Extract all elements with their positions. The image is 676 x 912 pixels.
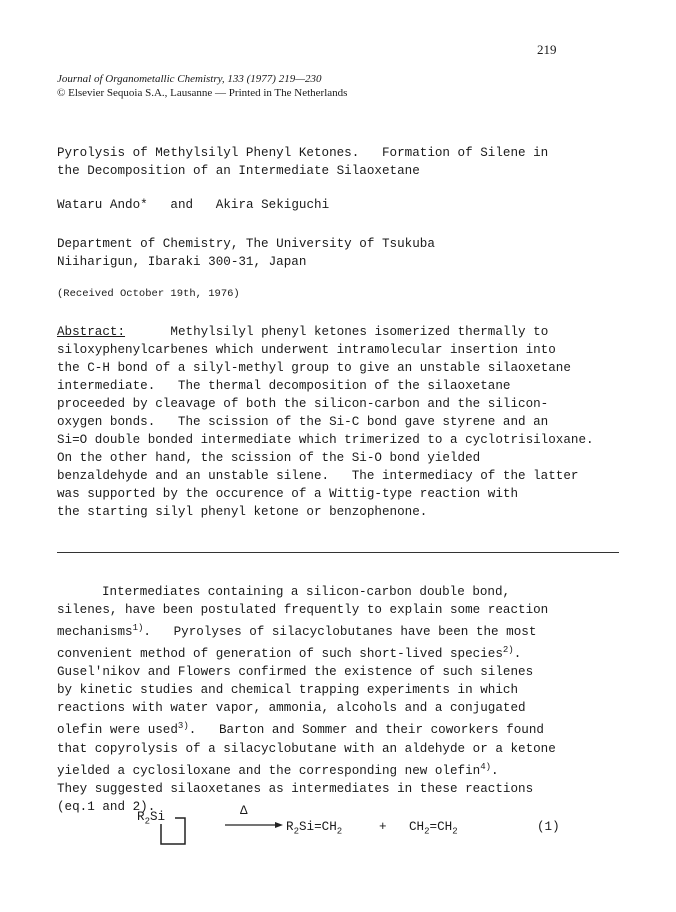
- body-line: [57, 758, 556, 780]
- author-separator: and: [170, 198, 194, 212]
- title-line-1: Pyrolysis of Methylsilyl Phenyl Ketones. Formation of Silene in: [57, 146, 549, 160]
- reactant-r: R: [137, 810, 145, 824]
- body-line: Gusel'nikov and Flowers confirmed the existence of such silenes: [57, 665, 534, 680]
- title-line-2: the Decomposition of an Intermediate Silaoxetane: [57, 164, 420, 178]
- abstract-line: proceeded by cleavage of both the silicon-carbon and the silicon-: [57, 397, 549, 411]
- body-line: Intermediates containing a silicon-carbon double bond,: [102, 585, 511, 599]
- abstract-line: oxygen bonds. The scission of the Si-C bond gave styrene and an: [57, 415, 549, 429]
- equation-number: (1): [537, 820, 560, 834]
- product-silene: [286, 820, 342, 837]
- paper-title: [57, 144, 548, 180]
- body-line: [57, 619, 556, 641]
- product-ethylene: [409, 820, 458, 837]
- abstract-line: was supported by the occurence of a Wittig-type reaction with: [57, 487, 519, 501]
- product1-rest: Si=CH: [298, 820, 337, 834]
- body-line: silenes, have been postulated frequently to explain some reaction: [57, 603, 549, 617]
- body-line: by kinetic studies and chemical trapping experiments in which: [57, 683, 519, 698]
- copyright-notice: © Elsevier Sequoia S.A., Lausanne — Printed in The Netherlands: [57, 87, 348, 99]
- product1-subscript: 2: [293, 826, 299, 837]
- affiliation: [57, 235, 435, 271]
- abstract-label: Abstract:: [57, 325, 126, 339]
- body-text-span: . Barton and Sommer and their coworkers found: [188, 723, 544, 738]
- affiliation-line-1: Department of Chemistry, The University of Tsukuba: [57, 237, 435, 251]
- abstract-line: intermediate. The thermal decomposition of the silaoxetane: [57, 379, 511, 393]
- body-text-span: olefin were used: [57, 723, 178, 738]
- product2-rest: =CH: [429, 820, 453, 834]
- abstract-line: the C-H bond of a silyl-methyl group to give an unstable silaoxetane: [57, 361, 571, 375]
- body-line: [57, 641, 556, 663]
- silacyclobutane-structure: [57, 810, 627, 870]
- body-text-span: .: [513, 647, 522, 662]
- body-text-span: .: [491, 763, 499, 778]
- abstract-line: siloxyphenylcarbenes which underwent intramolecular insertion into: [57, 343, 556, 357]
- reactant-si: Si: [149, 810, 166, 824]
- product2-subscript1: 2: [424, 826, 430, 837]
- reference-3: 3): [177, 721, 189, 732]
- journal-citation: Journal of Organometallic Chemistry, 133 (1977) 219—230: [57, 73, 322, 85]
- abstract-line: [57, 323, 594, 341]
- reactant-subscript: 2: [144, 816, 150, 827]
- body-line: (eq.1 and 2).: [57, 799, 156, 814]
- abstract-line: benzaldehyde and an unstable silene. The intermediacy of the latter: [57, 469, 579, 483]
- body-line: They suggested silaoxetanes as intermediates in these reactions: [57, 781, 534, 796]
- author-1: Wataru Ando*: [57, 198, 148, 212]
- product2-subscript2: 2: [452, 826, 458, 837]
- body-text-span: mechanisms: [57, 625, 133, 640]
- body-line: reactions with water vapor, ammonia, alcohols and a conjugated: [57, 701, 526, 716]
- abstract-first-line: Methylsilyl phenyl ketones isomerized thermally to: [170, 325, 549, 339]
- author-list: [57, 198, 329, 212]
- product1-r: R: [286, 820, 294, 834]
- affiliation-line-2: Niiharigun, Ibaraki 300-31, Japan: [57, 255, 307, 269]
- abstract-line: On the other hand, the scission of the Si-O bond yielded: [57, 451, 481, 465]
- body-text-span: . Pyrolyses of silacyclobutanes have been the most: [143, 625, 537, 640]
- body-text-span: convenient method of generation of such short-lived species: [57, 647, 503, 662]
- abstract: [57, 323, 594, 521]
- received-date: (Received October 19th, 1976): [57, 288, 240, 300]
- author-2: Akira Sekiguchi: [215, 198, 330, 212]
- product1-subscript2: 2: [336, 826, 343, 837]
- body-line: [57, 717, 556, 739]
- reference-1: 1): [132, 623, 144, 633]
- abstract-line: Si=O double bonded intermediate which trimerized to a cyclotrisiloxane.: [57, 433, 594, 447]
- reference-2: 2): [502, 645, 514, 656]
- abstract-line: the starting silyl phenyl ketone or benzophenone.: [57, 505, 428, 519]
- heat-symbol: Δ: [240, 804, 248, 818]
- body-text: [57, 583, 556, 816]
- page-number: 219: [537, 42, 557, 57]
- body-line: that copyrolysis of a silacyclobutane with an aldehyde or a ketone: [57, 741, 556, 756]
- plus-sign: +: [379, 820, 387, 834]
- reference-4: 4): [480, 761, 492, 772]
- body-text-span: yielded a cyclosiloxane and the corresponding new olefin: [57, 763, 481, 778]
- product2-ch: CH: [409, 820, 425, 834]
- section-divider: [57, 552, 619, 553]
